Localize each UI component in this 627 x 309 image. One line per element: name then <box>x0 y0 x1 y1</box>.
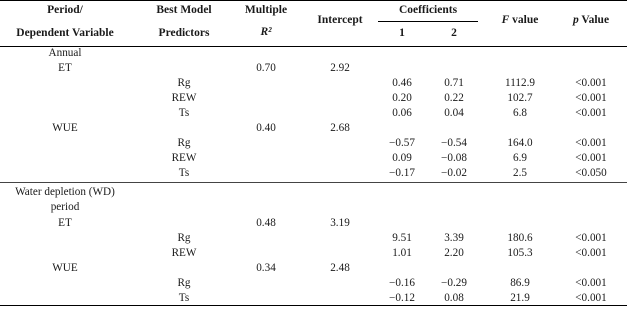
cell-p: <0.001 <box>575 107 607 119</box>
cell-label: WUE <box>52 122 78 134</box>
cell-f: 2.5 <box>513 167 527 179</box>
cell-c1: 1.01 <box>392 247 412 259</box>
cell-p: <0.001 <box>575 137 607 149</box>
header-dependent-variable: Dependent Variable <box>16 27 114 39</box>
cell-f: 21.9 <box>510 292 530 304</box>
cell-f: 164.0 <box>507 137 533 149</box>
header-multiple: Multiple <box>244 4 288 16</box>
cell-intercept: 2.92 <box>330 62 350 74</box>
header-period: Period/ <box>47 4 83 16</box>
header-coef-1: 1 <box>399 27 405 39</box>
cell-c2: −0.02 <box>441 167 467 179</box>
cell-c1: −0.57 <box>389 137 415 149</box>
cell-c2: 0.22 <box>444 92 464 104</box>
cell-c1: 0.20 <box>392 92 412 104</box>
cell-c2: 0.04 <box>444 107 464 119</box>
cell-label: ET <box>58 62 72 74</box>
cell-c1: 9.51 <box>392 232 412 244</box>
cell-label: period <box>50 201 80 213</box>
cell-intercept: 2.48 <box>330 262 350 274</box>
cell-predictor: REW <box>171 247 197 259</box>
cell-c2: −0.08 <box>441 152 467 164</box>
cell-c1: 0.46 <box>392 77 412 89</box>
cell-p: <0.001 <box>575 292 607 304</box>
cell-r2: 0.48 <box>256 217 276 229</box>
table-top-rule <box>0 0 627 1</box>
cell-f: 105.3 <box>507 247 533 259</box>
cell-label: WUE <box>52 262 78 274</box>
cell-predictor: Rg <box>177 277 191 289</box>
cell-p: <0.001 <box>575 77 607 89</box>
cell-label: ET <box>58 217 72 229</box>
cell-f: 86.9 <box>510 277 530 289</box>
cell-predictor: Rg <box>177 232 191 244</box>
header-f-value: F value <box>501 14 539 26</box>
cell-predictor: Rg <box>177 77 191 89</box>
header-coef-2: 2 <box>451 27 457 39</box>
header-coefficients: Coefficients <box>398 4 458 16</box>
header-intercept: Intercept <box>317 14 363 26</box>
cell-c2: −0.29 <box>441 277 467 289</box>
cell-predictor: Ts <box>178 292 190 304</box>
cell-p: <0.001 <box>575 152 607 164</box>
cell-predictor: Rg <box>177 137 191 149</box>
cell-c1: −0.12 <box>389 292 415 304</box>
cell-label: Water depletion (WD) <box>15 186 115 198</box>
header-best-model: Best Model <box>156 4 212 16</box>
cell-f: 6.8 <box>513 107 527 119</box>
cell-label: Annual <box>48 47 82 59</box>
cell-predictor: Ts <box>178 167 190 179</box>
cell-c1: −0.17 <box>389 167 415 179</box>
cell-p: <0.001 <box>575 277 607 289</box>
cell-p: <0.001 <box>575 92 607 104</box>
coefficients-header-rule <box>378 21 478 22</box>
header-predictors: Predictors <box>158 27 210 39</box>
cell-c2: 0.08 <box>444 292 464 304</box>
cell-p: <0.001 <box>575 232 607 244</box>
header-p-value: p Value <box>572 14 610 26</box>
cell-c2: 2.20 <box>444 247 464 259</box>
cell-f: 180.6 <box>507 232 533 244</box>
cell-r2: 0.40 <box>256 122 276 134</box>
cell-f: 102.7 <box>507 92 533 104</box>
cell-c2: 0.71 <box>444 77 464 89</box>
cell-c1: 0.09 <box>392 152 412 164</box>
cell-predictor: REW <box>171 152 197 164</box>
cell-p: <0.001 <box>575 247 607 259</box>
cell-r2: 0.70 <box>256 62 276 74</box>
cell-f: 6.9 <box>513 152 527 164</box>
cell-p: <0.050 <box>575 167 607 179</box>
cell-predictor: REW <box>171 92 197 104</box>
cell-intercept: 2.68 <box>330 122 350 134</box>
cell-c2: −0.54 <box>441 137 467 149</box>
cell-intercept: 3.19 <box>330 217 350 229</box>
cell-c1: −0.16 <box>389 277 415 289</box>
cell-c2: 3.39 <box>444 232 464 244</box>
cell-f: 1112.9 <box>505 77 535 89</box>
cell-r2: 0.34 <box>256 262 276 274</box>
cell-c1: 0.06 <box>392 107 412 119</box>
header-r-squared: R² <box>260 26 272 38</box>
cell-predictor: Ts <box>178 107 190 119</box>
section-divider-rule <box>0 182 627 183</box>
